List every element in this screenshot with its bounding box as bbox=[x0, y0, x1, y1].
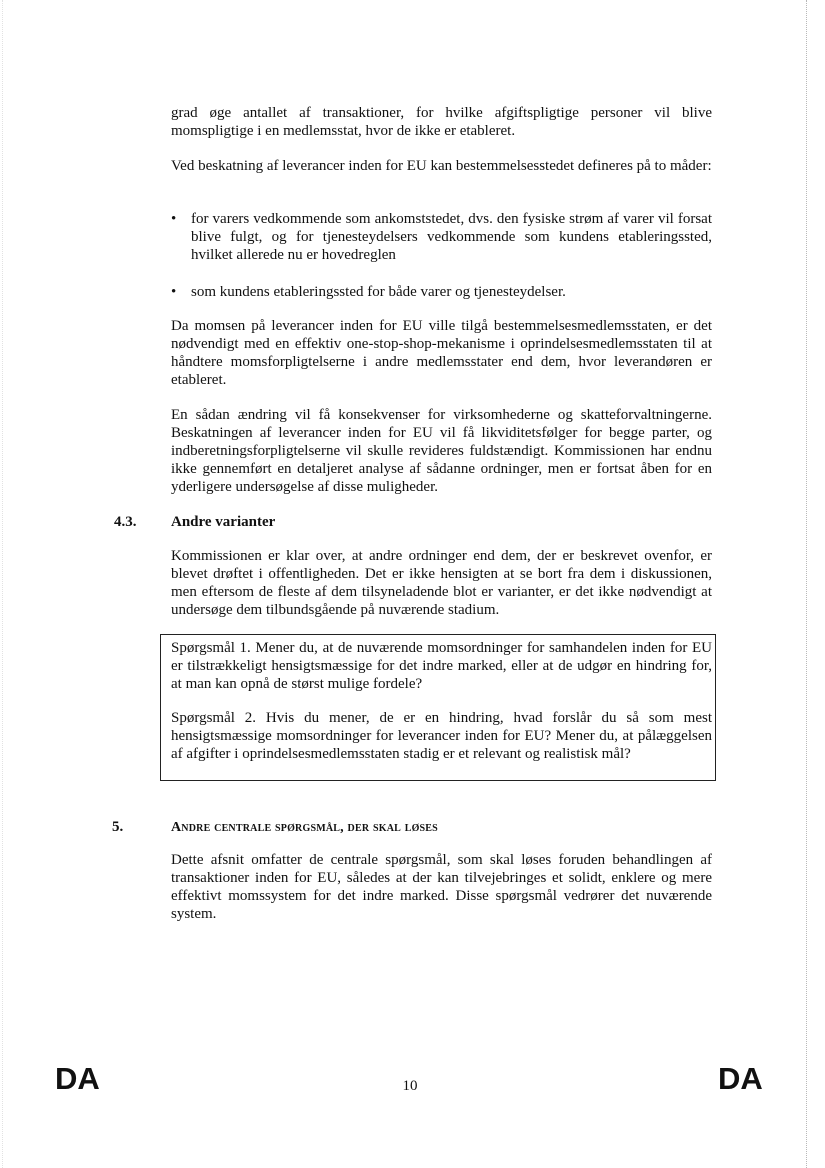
scan-edge-right bbox=[806, 0, 808, 1168]
language-code-right: DA bbox=[718, 1061, 763, 1096]
section-title: Andre varianter bbox=[171, 514, 276, 530]
section-number: 5. bbox=[112, 819, 124, 835]
section-title: Andre centrale spørgsmål, der skal løses bbox=[171, 820, 438, 835]
paragraph-consequences: En sådan ændring vil få konsekvenser for virksomhederne og skatteforvaltningerne. Beskatningen af leverancer inden for EU vil få likviditetsfølger for begge parter, og indberetningsforpligtelserne vil skulle revideres fuldstændigt. Kommissionen har endnu ikke gennemført en detaljeret analyse af sådanne ordninger, men er fortsat åben for en yderligere undersøgelse af disse muligheder. bbox=[171, 407, 712, 495]
section-number: 4.3. bbox=[114, 514, 137, 530]
questions-box bbox=[160, 634, 716, 781]
question-2: Spørgsmål 2. Hvis du mener, de er en hindring, hvad forslår du så som mest hensigtsmæssige momsordninger for leverancer inden for EU? Mener du, at pålæggelsen af afgifter i oprindelsesmedlemsstaten stadig er et relevant og realistisk mål? bbox=[171, 710, 712, 762]
paragraph-destination-definition: Ved beskatning af leverancer inden for EU kan bestemmelsesstedet defineres på to måder: bbox=[171, 158, 712, 174]
scan-edge-left bbox=[2, 0, 4, 1168]
page-number: 10 bbox=[402, 1078, 418, 1094]
paragraph-other-variants: Kommissionen er klar over, at andre ordninger end dem, der er beskrevet ovenfor, er blevet drøftet i offentligheden. Det er ikke hensigten at se bort fra dem i diskussionen, men eftersom de fleste af dem tilsyneladende blot er varianter, er det ikke nødvendigt at undersøge dem tilbundsgående på nuværende stadium. bbox=[171, 548, 712, 618]
bullet-list-item bbox=[171, 283, 712, 301]
bullet-text: for varers vedkommende som ankomststedet, dvs. den fysiske strøm af varer vil forsat blive fulgt, og for tjenesteydelsers vedkommende som kundens etableringssted, hvilket allerede nu er hovedreglen bbox=[191, 211, 712, 263]
bullet-icon: • bbox=[171, 284, 177, 300]
paragraph-central-questions: Dette afsnit omfatter de centrale spørgsmål, som skal løses foruden behandlingen af transaktioner inden for EU, således at der kan tilvejebringes et solidt, enklere og mere effektivt momssystem for det indre marked. Disse spørgsmål vedrører det nuværende system. bbox=[171, 852, 712, 922]
bullet-list-item bbox=[171, 210, 712, 264]
bullet-text: som kundens etableringssted for både varer og tjenesteydelser. bbox=[191, 284, 566, 300]
paragraph-continuation: grad øge antallet af transaktioner, for hvilke afgiftspligtige personer vil blive momspligtige i en medlemsstat, hvor de ikke er etableret. bbox=[171, 105, 712, 139]
language-code-left: DA bbox=[55, 1061, 100, 1096]
question-1: Spørgsmål 1. Mener du, at de nuværende momsordninger for samhandelen inden for EU er tilstrækkeligt hensigtsmæssige for det indre marked, eller at de udgør en hindring for, at man kan opnå de størst mulige fordele? bbox=[171, 640, 712, 692]
bullet-icon: • bbox=[171, 211, 177, 227]
paragraph-one-stop-shop: Da momsen på leverancer inden for EU ville tilgå bestemmelsesmedlemsstaten, er det nødvendigt med en effektiv one-stop-shop-mekanisme i oprindelsesmedlemsstaten til at håndtere momsforpligtelserne i andre medlemsstater end dem, hvor leverandøren er etableret. bbox=[171, 318, 712, 388]
